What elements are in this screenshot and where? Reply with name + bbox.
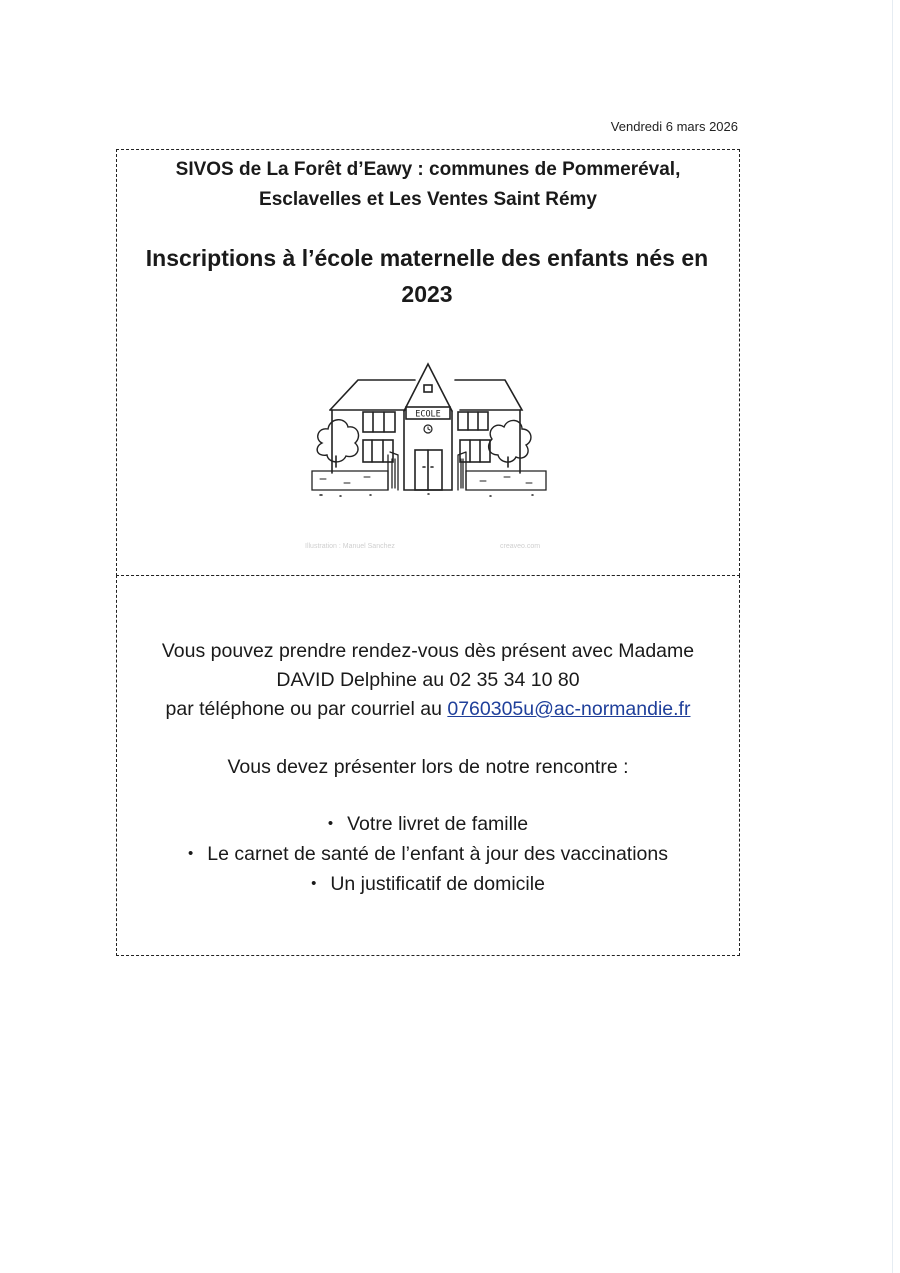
list-item: • Le carnet de santé de l’enfant à jour des vaccinations xyxy=(118,839,738,869)
contact-line-2: DAVID Delphine au 02 35 34 10 80 xyxy=(276,669,580,691)
organization-line-1: SIVOS de La Forêt d’Eawy : communes de Pommeréval, xyxy=(175,159,681,180)
school-building-icon xyxy=(300,355,560,555)
organization-heading xyxy=(130,155,726,215)
requirements-intro: Vous devez présenter lors de notre rencontre : xyxy=(227,756,629,778)
page-title xyxy=(120,240,734,312)
list-item: • Un justificatif de domicile xyxy=(118,869,738,899)
organization-line-2: Esclavelles et Les Ventes Saint Rémy xyxy=(259,189,597,210)
required-documents-list xyxy=(118,809,738,899)
list-item: • Votre livret de famille xyxy=(118,809,738,839)
contact-line-3-prefix: par téléphone ou par courriel au xyxy=(165,698,448,720)
email-link[interactable]: 0760305u@ac-normandie.fr xyxy=(447,698,691,720)
title-line-1: Inscriptions à l’école maternelle des enfants nés en xyxy=(145,245,709,271)
document-date: Vendredi 6 mars 2026 xyxy=(610,119,738,134)
school-sign-text: ECOLE xyxy=(415,409,441,420)
page-edge-line xyxy=(892,0,893,1273)
illustration-credit-right: creaveo.com xyxy=(500,543,541,550)
title-line-2: 2023 xyxy=(401,281,453,307)
contact-paragraph xyxy=(118,637,738,724)
contact-line-3 xyxy=(118,695,738,724)
illustration-credit-left: Illustration : Manuel Sanchez xyxy=(305,543,395,550)
contact-line-1: Vous pouvez prendre rendez-vous dès présent avec Madame xyxy=(161,640,695,662)
